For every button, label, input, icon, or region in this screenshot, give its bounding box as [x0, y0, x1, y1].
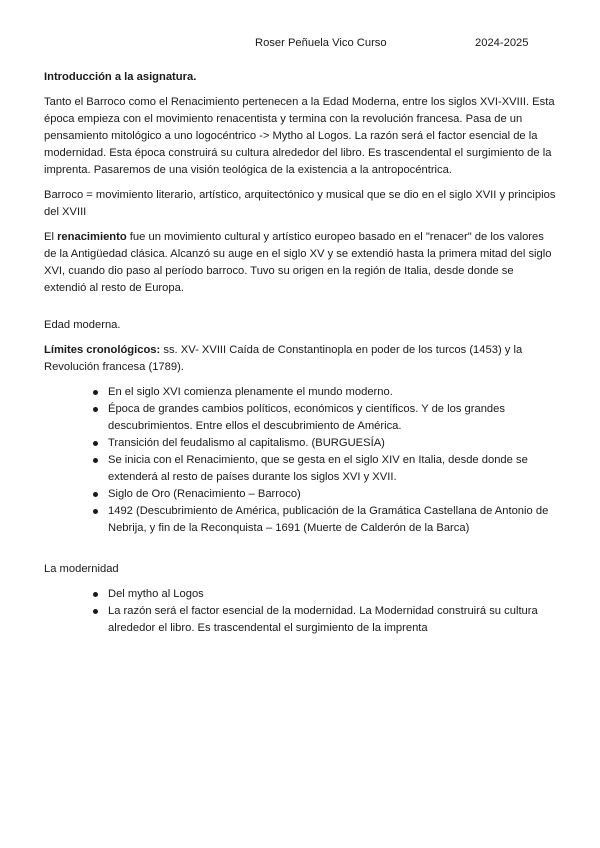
intro-paragraph-1: Tanto el Barroco como el Renacimiento pertenecen a la Edad Moderna, entre los siglos XVI-XVIII. Esta época empieza con el movimiento renacentista y termina con la revolución francesa. Pasa de un pensamiento mitológico a uno logocéntrico -> Mytho al Logos. La razón será el factor esencial de la modernidad. Esta época construirá su cultura alrededor del libro. Es trascendental el surgimiento de la imprenta. Pasaremos de una visión teológica de la existencia a la antropocéntrica. — [44, 96, 555, 176]
list-item: Del mytho al Logos — [108, 586, 556, 603]
list-item: Época de grandes cambios políticos, económicos y científicos. Y de los grandes descubrimientos. Entre ellos el descubrimiento de América. — [108, 401, 556, 435]
intro-paragraph-3 — [44, 229, 556, 297]
edad-moderna-title: Edad moderna. — [44, 319, 121, 331]
header-year: 2024-2025 — [475, 37, 529, 49]
modernidad-list — [44, 586, 556, 637]
intro-paragraph-2: Barroco = movimiento literario, artístico, arquitectónico y musical que se dio en el siglo XVII y principios del XVIII — [44, 189, 556, 218]
limites-label: Límites cronológicos: — [44, 344, 161, 356]
renacimiento-term: renacimiento — [57, 231, 127, 243]
limites-paragraph — [44, 342, 556, 376]
list-item: Se inicia con el Renacimiento, que se gesta en el siglo XIV en Italia, desde donde se extenderá al resto de países durante los siglos XVI y XVII. — [108, 452, 556, 486]
list-item: La razón será el factor esencial de la modernidad. La Modernidad construirá su cultura alrededor el libro. Es trascendental el surgimiento de la imprenta — [108, 603, 556, 637]
limites-text: ss. XV- XVIII Caída de Constantinopla en poder de los turcos (1453) y la Revolución francesa (1789). — [44, 344, 523, 373]
p3-rest: fue un movimiento cultural y artístico europeo basado en el "renacer" de los valores de la Antigüedad clásica. Alcanzó su auge en el siglo XV y se extendió hasta la primera mitad del siglo XVI, cuando dio paso al período barroco. Tuvo su origen en la región de Italia, desde donde se extendió al resto de Europa. — [44, 231, 552, 294]
list-item: 1492 (Descubrimiento de América, publicación de la Gramática Castellana de Antonio de Nebrija, y fin de la Reconquista – 1691 (Muerte de Calderón de la Barca) — [108, 503, 556, 537]
p3-prefix: El — [44, 231, 58, 243]
edad-moderna-list — [44, 384, 556, 537]
header-author-course: Roser Peñuela Vico Curso — [255, 37, 387, 49]
list-item: Siglo de Oro (Renacimiento – Barroco) — [108, 486, 556, 503]
intro-heading: Introducción a la asignatura. — [44, 71, 197, 83]
document-body — [44, 69, 556, 637]
modernidad-title: La modernidad — [44, 563, 119, 575]
list-item: En el siglo XVI comienza plenamente el mundo moderno. — [108, 384, 556, 401]
list-item: Transición del feudalismo al capitalismo. (BURGUESÍA) — [108, 435, 556, 452]
